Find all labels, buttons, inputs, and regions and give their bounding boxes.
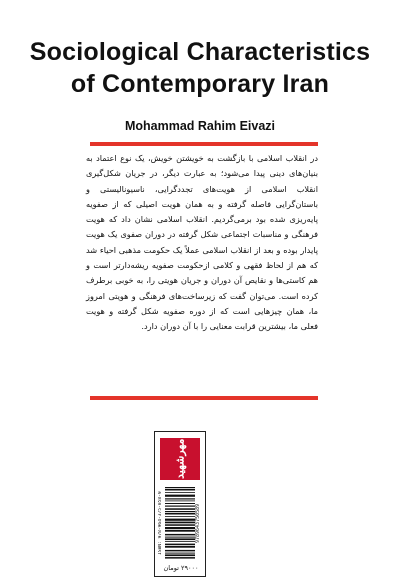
isbn-label: ISBN: 978-964-375-058-9	[158, 491, 163, 555]
author-name: Mohammad Rahim Eivazi	[124, 119, 276, 133]
isbn-digits: 9789643750589	[195, 503, 201, 543]
book-title	[0, 36, 400, 100]
isbn-barcode	[158, 486, 202, 560]
bottom-red-rule	[90, 396, 318, 400]
book-title-line-2: of Contemporary Iran	[70, 70, 330, 98]
price-label: ۲۹۰۰۰ تومان	[163, 564, 199, 572]
blurb-paragraph: در انقلاب اسلامی با بازگشت به خویشتن خویش، یک نوع اعتماد به بنیان‌های دینی پیدا می‌شود؛ به عبارت دیگر، در جریان شکل‌گیری انقلاب اسلامی از هویت‌های تجددگرایی، ناسیونالیستی و باستان‌گرایی فاصله گرفته و به همان هویت اصیلی که از صفویه پایه‌ریزی شده بود برمی‌گردیم. انقلاب اسلامی نشان داد که هویت فرهنگی و مناسبات اجتماعی شکل گرفته در دوران صفوی یک هویت پایدار بوده و بعد از انقلاب اسلامی عملاً یک حکومت مذهبی احیاء شد که هم از لحاظ فقهی و کلامی ازحکومت صفویه ریشه‌دارتر است و هم کاستی‌ها و نقایص آن دوران و جریان هویتی را، به خوبی برطرف کرده است. می‌توان گفت که زیرساخت‌های فرهنگی و هویتی امروز ما، همان چیزهایی است که از دوره صفویه شکل گرفته و هویت فعلی ما، بیشترین قرابت معنایی را با آن دوران دارد.	[86, 153, 318, 332]
book-title-line-1: Sociological Characteristics	[29, 38, 371, 66]
publisher-logo: مهرشهید	[160, 438, 200, 480]
barcode-panel	[154, 431, 206, 577]
barcode-bars	[165, 486, 195, 560]
top-red-rule	[90, 142, 318, 146]
